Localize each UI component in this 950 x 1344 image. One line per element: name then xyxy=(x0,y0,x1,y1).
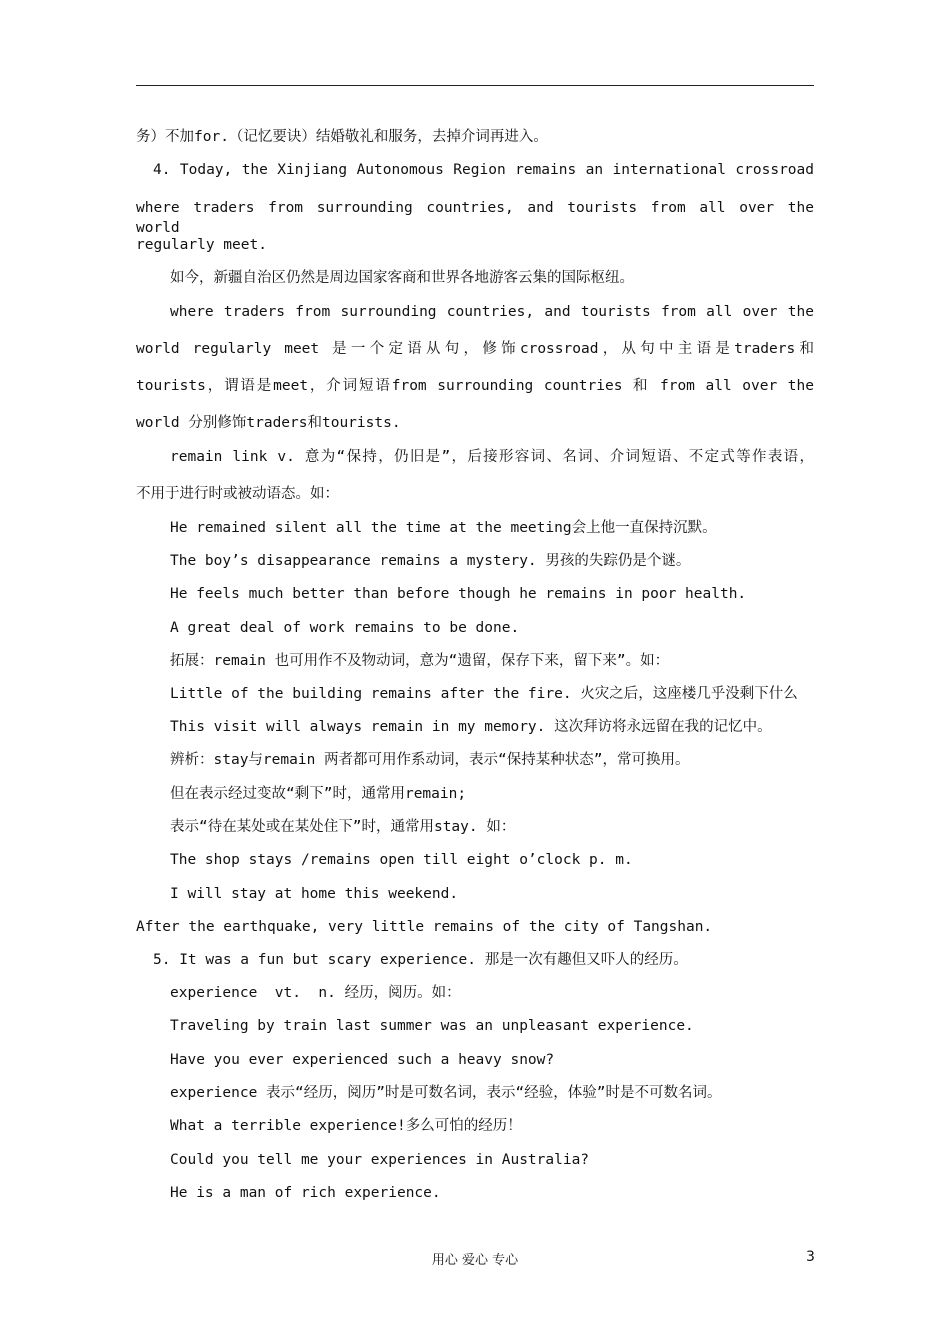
header-rule xyxy=(136,85,814,86)
text-line: 但在表示经过变故“剩下”时，通常用remain; xyxy=(170,786,467,802)
text-line: Little of the building remains after the fire. 火灾之后，这座楼几乎没剩下什么 xyxy=(170,686,798,702)
page-footer: 用心 爱心 专心 xyxy=(431,1253,519,1268)
text-line: The shop stays /remains open till eight o’clock p. m. xyxy=(170,852,633,868)
text-line: 不用于进行时或被动语态。如： xyxy=(136,486,339,502)
text-line: where traders from surrounding countries, and tourists from all over the world xyxy=(136,200,814,236)
text-line: What a terrible experience!多么可怕的经历！ xyxy=(170,1118,522,1134)
text-line: Traveling by train last summer was an unpleasant experience. xyxy=(170,1018,694,1034)
text-line: where traders from surrounding countries, and tourists from all over the xyxy=(170,304,814,320)
text-line: 如今，新疆自治区仍然是周边国家客商和世界各地游客云集的国际枢纽。 xyxy=(170,270,634,286)
text-line: A great deal of work remains to be done. xyxy=(170,620,520,636)
text-line: After the earthquake, very little remains of the city of Tangshan. xyxy=(136,919,713,935)
text-line: 辨析：stay与remain 两者都可用作系动词，表示“保持某种状态”，常可换用。 xyxy=(170,752,690,768)
text-line: The boy’s disappearance remains a mystery. 男孩的失踪仍是个谜。 xyxy=(170,553,691,569)
text-line: experience vt. n. 经历，阅历。如： xyxy=(170,985,461,1001)
text-line: experience 表示“经历，阅历”时是可数名词，表示“经验，体验”时是不可数名词。 xyxy=(170,1085,722,1101)
text-line: 务）不加for.（记忆要诀）结婚敬礼和服务，去掉介词再进入。 xyxy=(136,129,548,145)
text-line: Could you tell me your experiences in Australia? xyxy=(170,1152,590,1168)
text-line: I will stay at home this weekend. xyxy=(170,886,459,902)
text-line: remain link v. 意为“保持，仍旧是”，后接形容词、名词、介词短语、不定式等作表语， xyxy=(170,449,814,465)
text-line: He feels much better than before though he remains in poor health. xyxy=(170,586,747,602)
text-line: This visit will always remain in my memory. 这次拜访将永远留在我的记忆中。 xyxy=(170,719,772,735)
text-line: 拓展：remain 也可用作不及物动词，意为“遗留，保存下来，留下来”。如： xyxy=(170,653,670,669)
text-line: He remained silent all the time at the meeting会上他一直保持沉默。 xyxy=(170,520,717,536)
text-line: 4. Today, the Xinjiang Autonomous Region remains an international crossroad xyxy=(153,162,814,178)
page-number: 3 xyxy=(806,1249,815,1265)
text-line: 表示“待在某处或在某处住下”时，通常用stay. 如： xyxy=(170,819,516,835)
text-line: tourists，谓语是meet，介词短语from surrounding countries 和 from all over the xyxy=(136,378,814,394)
text-line: regularly meet. xyxy=(136,237,267,253)
text-line: 5. It was a fun but scary experience. 那是一次有趣但又吓人的经历。 xyxy=(153,952,688,968)
text-line: world 分别修饰traders和tourists. xyxy=(136,415,401,431)
text-line: He is a man of rich experience. xyxy=(170,1185,441,1201)
text-line: Have you ever experienced such a heavy snow? xyxy=(170,1052,555,1068)
text-line: world regularly meet 是一个定语从句，修饰crossroad，从句中主语是traders和 xyxy=(136,341,814,357)
